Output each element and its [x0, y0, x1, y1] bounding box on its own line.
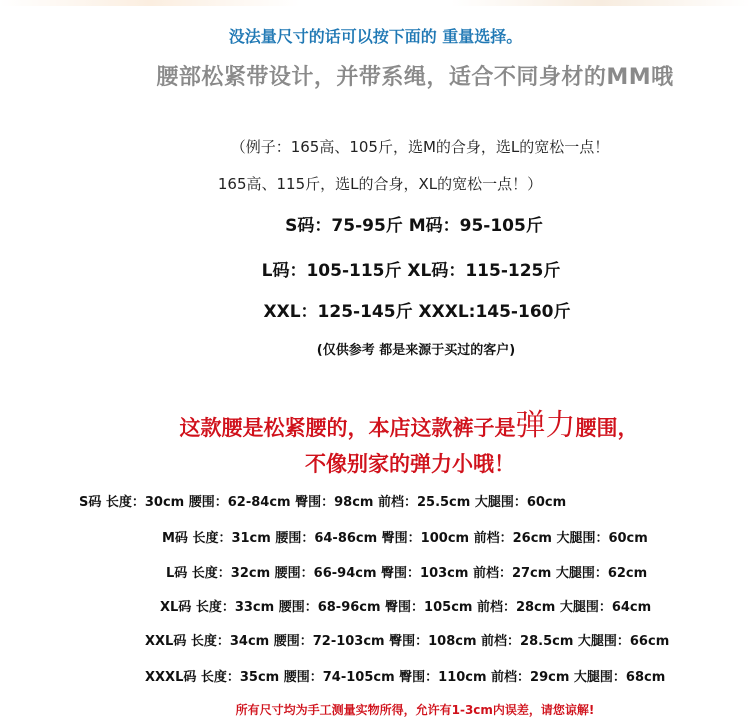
promo-line-1: [0, 400, 751, 444]
measurement-row-m: M码 长度：31cm 腰围：64-86cm 臀围：100cm 前档：26cm 大腿围：60cm: [162, 531, 648, 546]
promo-line-1-big: 弹力: [515, 408, 576, 443]
promo-line-1-after: 腰围，: [575, 416, 639, 440]
measurement-row-s: S码 长度：30cm 腰围：62-84cm 臀围：98cm 前档：25.5cm 大腿围：60cm: [79, 495, 567, 510]
intro-line-2: 腰部松紧带设计，并带系绳，适合不同身材的MM哦: [156, 65, 674, 90]
measurement-row-xl: XL码 长度：33cm 腰围：68-96cm 臀围：105cm 前档：28cm 大腿围：64cm: [160, 600, 652, 615]
size-row-1: S码：75-95斤 M码：95-105斤: [285, 216, 543, 236]
size-row-3: XXL：125-145斤 XXXL:145-160斤: [263, 302, 571, 322]
promo-line-1-before: 这款腰是松紧腰的，本店这款裤子是: [179, 416, 516, 440]
top-decor-bar: [0, 0, 751, 6]
promo-line-2: 不像别家的弹力小哦！: [305, 452, 515, 476]
example-line-1: （例子：165高、105斤，选M的合身，选L的宽松一点！: [230, 138, 610, 156]
measurement-row-l: L码 长度：32cm 腰围：66-94cm 臀围：103cm 前档：27cm 大腿围：62cm: [166, 566, 648, 581]
intro-line-1: 没法量尺寸的话可以按下面的 重量选择。: [228, 27, 523, 46]
footer-disclaimer: 所有尺寸均为手工测量实物所得，允许有1-3cm内误差，请您谅解!: [235, 703, 595, 717]
example-line-2: 165高、115斤，选L的合身，XL的宽松一点！）: [217, 175, 543, 193]
size-row-2: L码：105-115斤 XL码：115-125斤: [261, 261, 561, 281]
measurement-row-xxl: XXL码 长度：34cm 腰围：72-103cm 臀围：108cm 前档：28.5cm 大腿围：66cm: [145, 634, 670, 649]
measurement-row-xxxl: XXXL码 长度：35cm 腰围：74-105cm 臀围：110cm 前档：29cm 大腿围：68cm: [145, 670, 666, 685]
reference-note: (仅供参考 都是来源于买过的客户): [316, 343, 516, 358]
